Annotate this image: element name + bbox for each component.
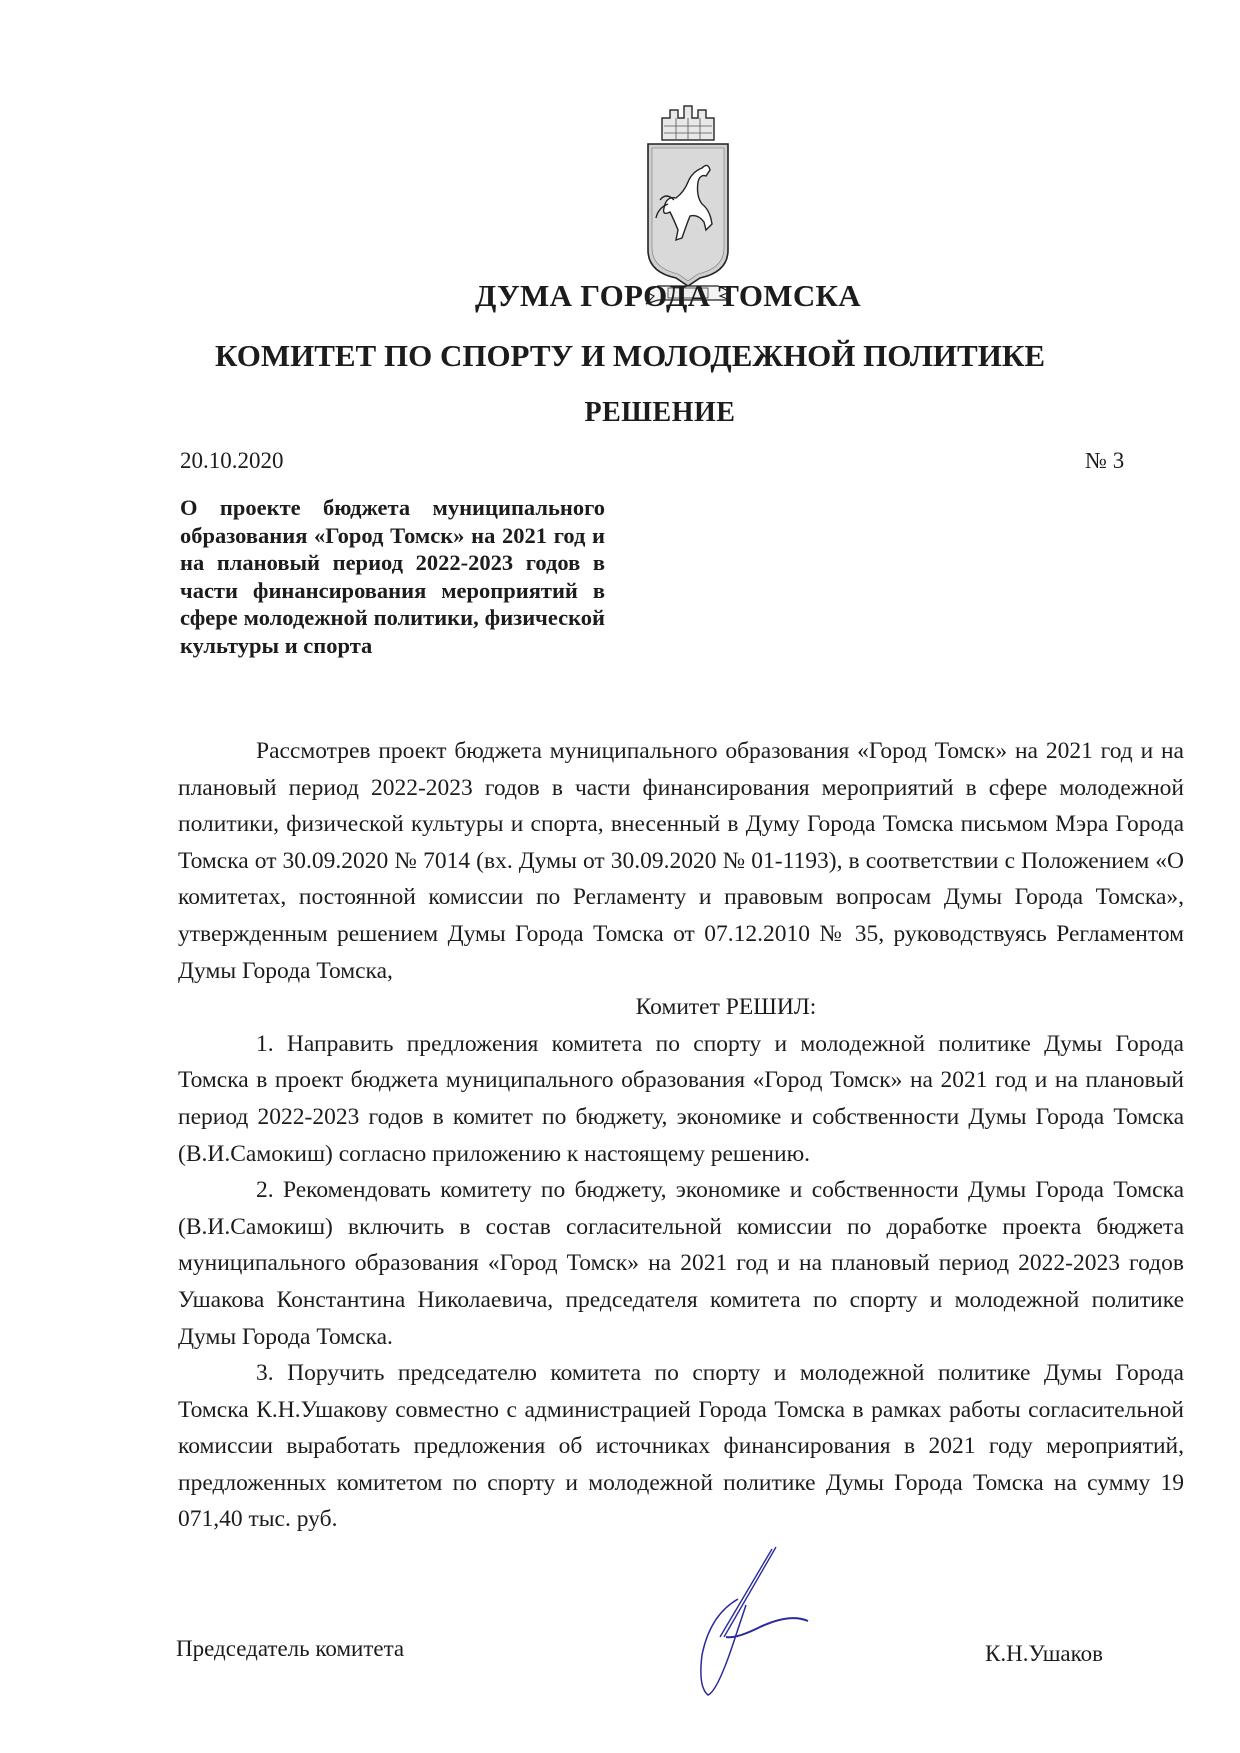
document-subject: О проекте бюджета муниципального образования «Город Томск» на 2021 год и на плановый период 2022-2023 годов в части финансирования мероприятий в сфере молодежной политики, физической культуры и спорта: [180, 495, 605, 658]
document-type-title: РЕШЕНИЕ: [584, 397, 736, 428]
decision-item-3: 3. Поручить председателю комитета по спорту и молодежной политике Думы Города Томска К.Н.Ушакову совместно с администрацией Города Томска в рамках работы согласительной комиссии выработать предложения об источниках финансирования в 2021 году мероприятий, предложенных комитетом по спорту и молодежной политике Думы Города Томска на сумму 19 071,40 тыс. руб.: [178, 1360, 1184, 1533]
handwritten-signature-icon: [650, 1545, 870, 1705]
coat-of-arms-icon: [640, 100, 736, 308]
preamble-paragraph: Рассмотрев проект бюджета муниципального образования «Город Томск» на 2021 год и на плановый период 2022-2023 годов в части финансирования мероприятий в сфере молодежной политики, физической культуры и спорта, внесенный в Думу Города Томска письмом Мэра Города Томска от 30.09.2020 № 7014 (вх. Думы от 30.09.2020 № 01-1193), в соответствии с Положением «О комитетах, постоянной комиссии по Регламенту и правовым вопросам Думы Города Томска», утвержденным решением Думы Города Томска от 07.12.2010 № 35, руководствуясь Регламентом Думы Города Томска,: [178, 738, 1184, 984]
resolved-heading: Комитет РЕШИЛ:: [635, 994, 817, 1021]
committee-title: КОМИТЕТ ПО СПОРТУ И МОЛОДЕЖНОЙ ПОЛИТИКЕ: [215, 338, 1045, 373]
signatory-name: К.Н.Ушаков: [985, 1641, 1103, 1666]
decision-item-1: 1. Направить предложения комитета по спорту и молодежной политике Думы Города Томска в проект бюджета муниципального образования «Город Томск» на 2021 год и на плановый период 2022-2023 годов в комитет по бюджету, экономике и собственности Думы Города Томска (В.И.Самокиш) согласно приложению к настоящему решению.: [178, 1030, 1184, 1167]
decision-item-2: 2. Рекомендовать комитету по бюджету, экономике и собственности Думы Города Томска (В.И.Самокиш) включить в состав согласительной комиссии по доработке проекта бюджета муниципального образования «Город Томск» на 2021 год и на плановый период 2022-2023 годов Ушакова Константина Николаевича, председателя комитета по спорту и молодежной политике Думы Города Томска.: [178, 1177, 1184, 1350]
document-body: [178, 733, 1184, 1538]
document-number: № 3: [1085, 448, 1125, 473]
document-date: 20.10.2020: [180, 448, 284, 473]
signatory-position: Председатель комитета: [176, 1636, 405, 1661]
organization-title: ДУМА ГОРОДА ТОМСКА: [475, 278, 861, 313]
